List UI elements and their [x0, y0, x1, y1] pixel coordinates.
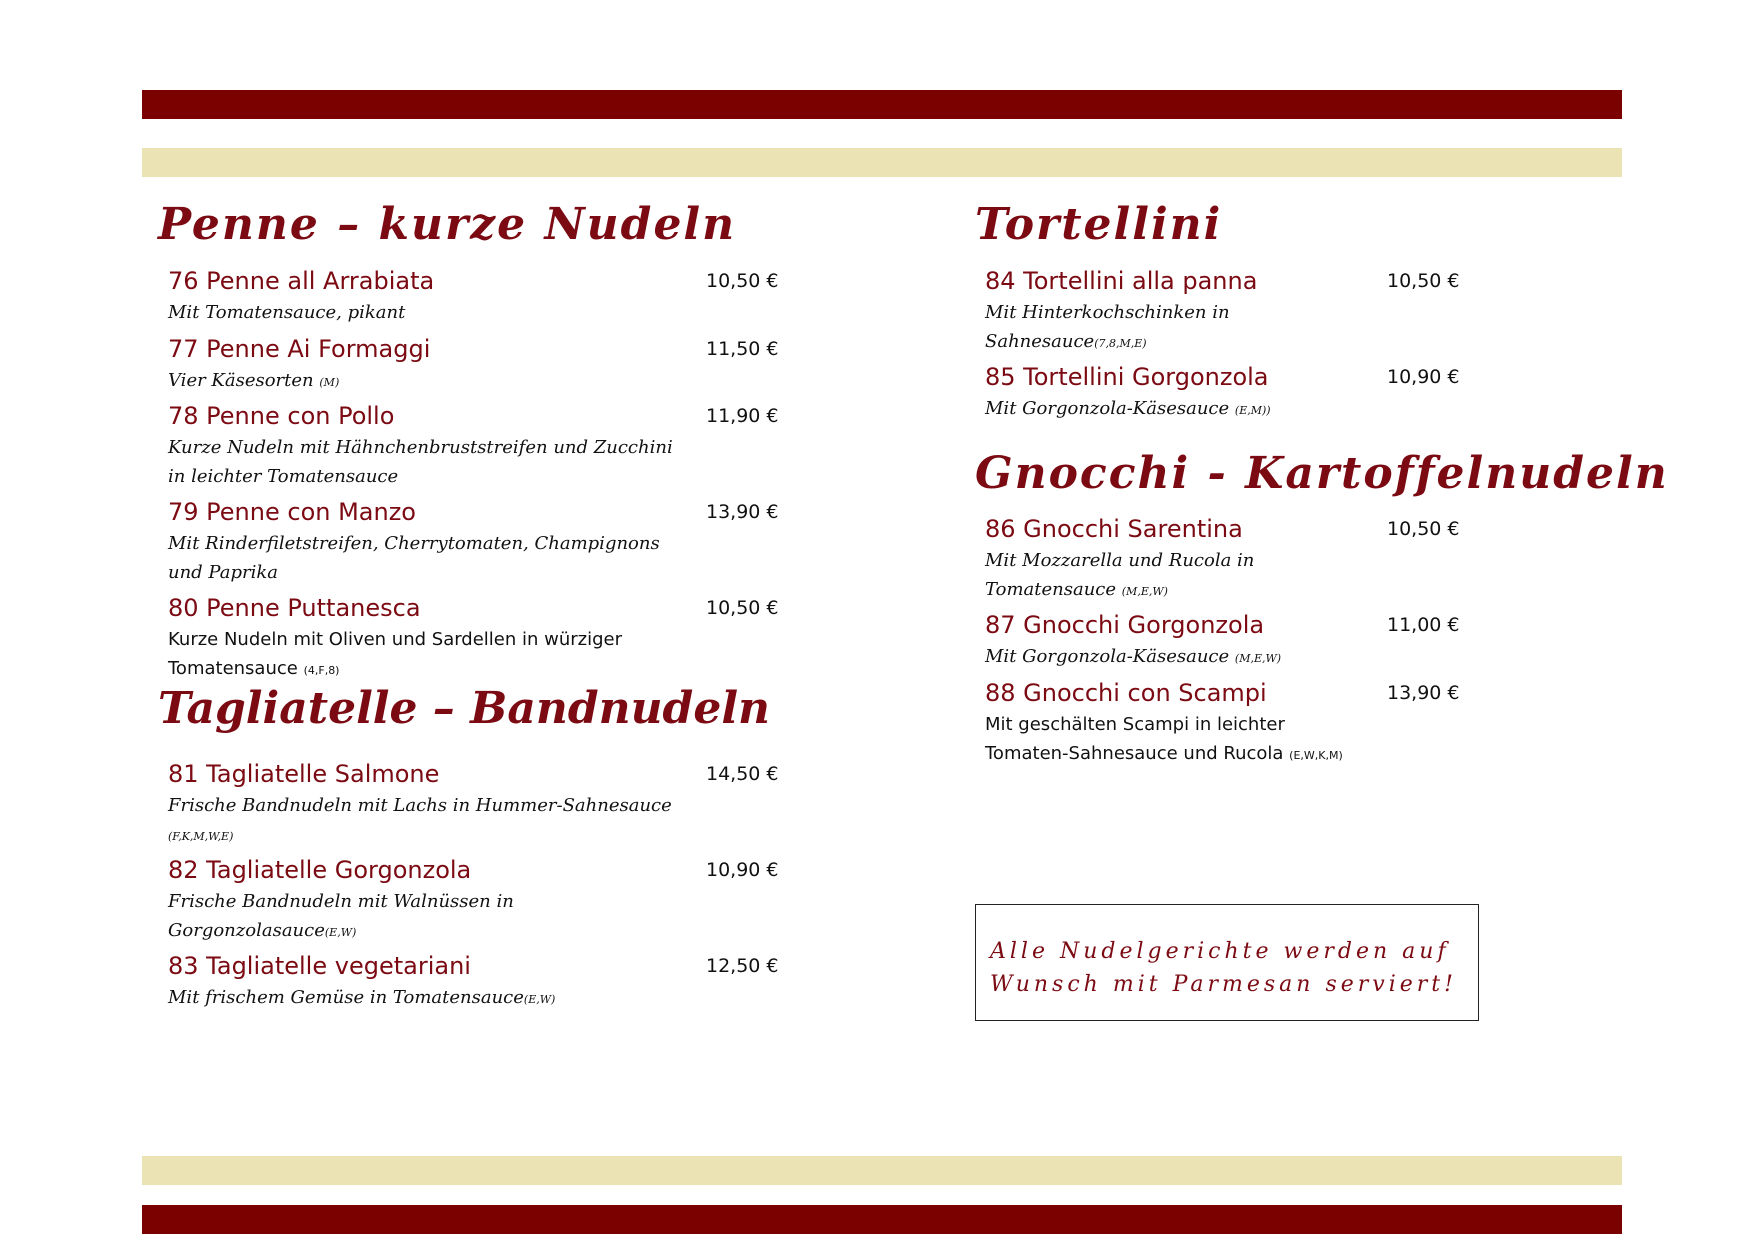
dish-name: 79 Penne con Manzo [168, 497, 416, 526]
top-red-band [142, 90, 1622, 119]
section-title-gnocchi: Gnocchi - Kartoffelnudeln [975, 447, 1669, 499]
dish-price: 11,90 € [706, 404, 779, 427]
dish-description: Vier Käsesorten (M) [168, 369, 340, 391]
dish-description: Mit Gorgonzola-Käsesauce (M,E,W) [985, 646, 1282, 668]
dish-price: 10,90 € [1387, 365, 1460, 388]
allergen-codes: (E,W) [324, 926, 357, 940]
dish-description: Mit geschälten Scampi in leichter Tomaten-Sahnesauce und Rucola (E,W,K,M) [985, 714, 1343, 765]
parmesan-note-text: Alle Nudelgerichte werden auf Wunsch mit Parmesan serviert! [990, 939, 1457, 997]
menu-item [158, 400, 798, 496]
menu-item [158, 265, 798, 333]
allergen-codes: (4,F,8) [303, 663, 340, 677]
dish-description: Mit Tomatensauce, pikant [168, 301, 406, 323]
dish-description: Frische Bandnudeln mit Walnüssen in Gorgonzolasauce(E,W) [168, 891, 514, 942]
dish-price: 10,50 € [706, 269, 779, 292]
allergen-codes: (E,W,K,M) [1289, 749, 1343, 763]
allergen-codes: (M) [319, 375, 340, 389]
dish-name: 86 Gnocchi Sarentina [985, 515, 1243, 544]
dish-name: 78 Penne con Pollo [168, 401, 395, 430]
menu-item [975, 609, 1575, 677]
menu-item [158, 854, 798, 950]
dish-price: 11,50 € [706, 337, 779, 360]
dish-name: 85 Tortellini Gorgonzola [985, 362, 1269, 391]
dish-price: 14,50 € [706, 763, 779, 786]
top-beige-band [142, 148, 1622, 177]
menu-item [975, 265, 1575, 361]
dish-name: 87 Gnocchi Gorgonzola [985, 611, 1265, 640]
right-column [975, 199, 1669, 773]
allergen-codes: (F,K,M,W,E) [168, 830, 234, 844]
dish-price: 10,50 € [1387, 269, 1460, 292]
dish-description: Kurze Nudeln mit Oliven und Sardellen in würziger Tomatensauce (4,F,8) [168, 628, 623, 679]
left-column [158, 200, 798, 1018]
dish-price: 11,00 € [1387, 614, 1460, 637]
dish-price: 12,50 € [706, 955, 779, 978]
menu-item [158, 333, 798, 400]
section-title-tagliatelle: Tagliatelle – Bandnudeln [158, 682, 771, 734]
dish-price: 13,90 € [706, 500, 779, 523]
menu-item [158, 950, 798, 1018]
bottom-red-band [142, 1205, 1622, 1234]
menu-item [158, 496, 798, 592]
dish-description: Mit frischem Gemüse in Tomatensauce(E,W) [168, 987, 556, 1009]
allergen-codes: (M,E,W) [1234, 652, 1282, 666]
menu-item [158, 592, 798, 684]
dish-name: 83 Tagliatelle vegetariani [168, 952, 471, 981]
dish-description: Kurze Nudeln mit Hähnchenbruststreifen und Zucchini in leichter Tomatensauce [168, 436, 673, 487]
dish-name: 88 Gnocchi con Scampi [985, 679, 1267, 708]
menu-item [975, 513, 1575, 609]
menu-item [975, 361, 1575, 449]
dish-price: 10,50 € [1387, 518, 1460, 541]
dish-description: Mit Gorgonzola-Käsesauce (E,M)) [985, 397, 1271, 419]
section-title-penne: Penne – kurze Nudeln [158, 199, 737, 250]
allergen-codes: (E,W) [523, 993, 556, 1007]
dish-name: 80 Penne Puttanesca [168, 593, 421, 622]
allergen-codes: (M,E,W) [1121, 585, 1168, 599]
dish-name: 77 Penne Ai Formaggi [168, 334, 431, 363]
dish-price: 13,90 € [1387, 682, 1460, 705]
dish-price: 10,90 € [706, 859, 779, 882]
bottom-beige-band [142, 1156, 1622, 1185]
dish-description: Mit Hinterkochschinken in Sahnesauce(7,8,M,E) [985, 301, 1230, 352]
menu-item [975, 677, 1575, 773]
dish-name: 82 Tagliatelle Gorgonzola [168, 856, 472, 885]
dish-description: Frische Bandnudeln mit Lachs in Hummer-Sahnesauce (F,K,M,W,E) [168, 795, 672, 844]
dish-name: 84 Tortellini alla panna [985, 266, 1258, 295]
dish-description: Mit Mozzarella und Rucola in Tomatensauce (M,E,W) [985, 550, 1255, 601]
dish-price: 10,50 € [706, 596, 779, 619]
parmesan-note-box [975, 904, 1479, 1021]
dish-name: 81 Tagliatelle Salmone [168, 760, 440, 789]
section-title-tortellini: Tortellini [975, 199, 1223, 250]
allergen-codes: (7,8,M,E) [1094, 336, 1147, 350]
menu-item [158, 758, 798, 854]
dish-description: Mit Rinderfiletstreifen, Cherrytomaten, Champignons und Paprika [168, 532, 660, 583]
dish-name: 76 Penne all Arrabiata [168, 266, 435, 295]
allergen-codes: (E,M)) [1234, 403, 1271, 417]
